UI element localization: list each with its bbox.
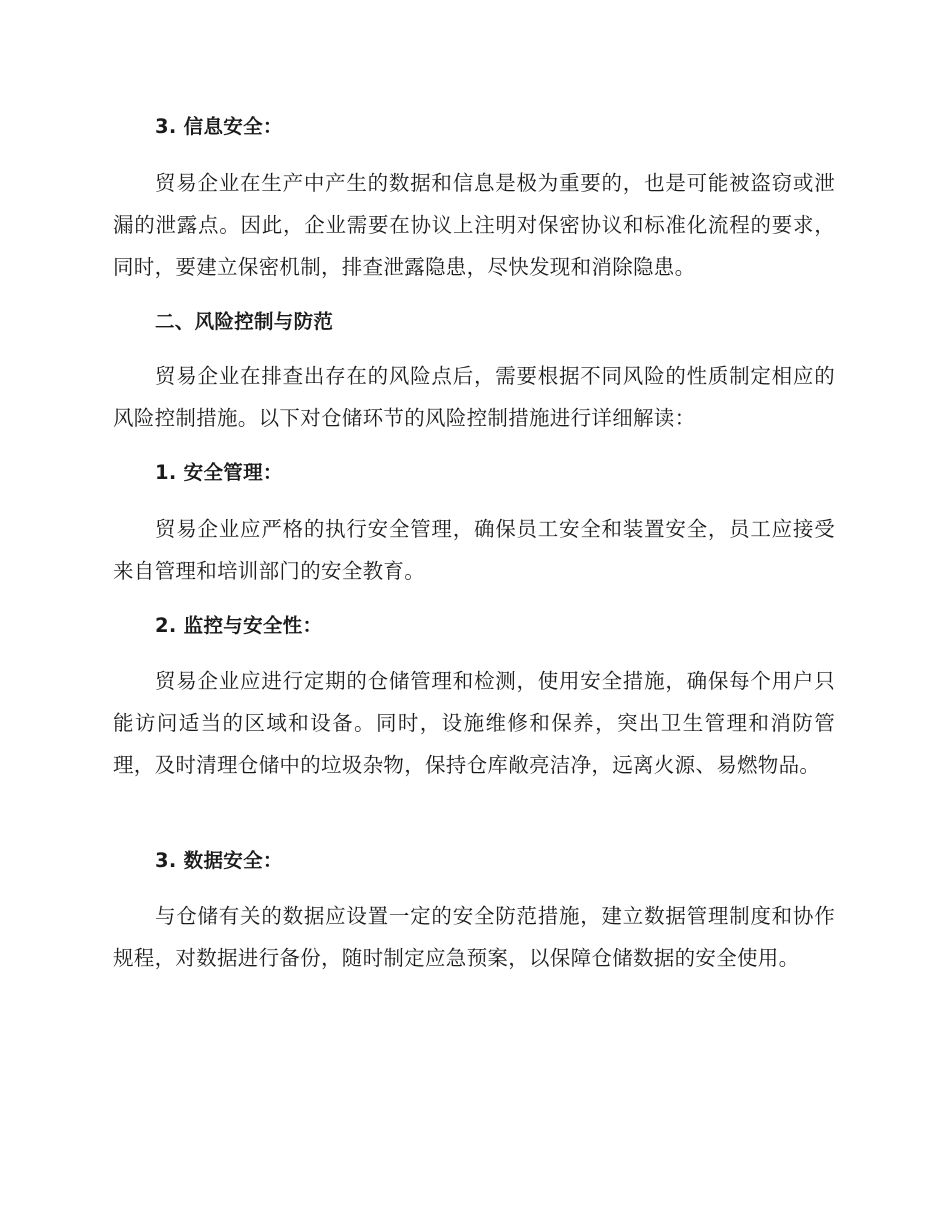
paragraph-monitoring: 贸易企业应进行定期的仓储管理和检测，使用安全措施，确保每个用户只能访问适当的区域和设备。同时，设施维修和保养，突出卫生管理和消防管理，及时清理仓储中的垃圾杂物，保持仓库敞亮洁净，远离火源、易燃物品。 <box>113 669 835 777</box>
paragraph-info-security: 贸易企业在生产中产生的数据和信息是极为重要的，也是可能被盗窃或泄漏的泄露点。因此，企业需要在协议上注明对保密协议和标准化流程的要求，同时，要建立保密机制，排查泄露隐患，尽快发现和消除隐患。 <box>113 171 835 279</box>
paragraph-risk-control-intro: 贸易企业在排查出存在的风险点后，需要根据不同风险的性质制定相应的风险控制措施。以下对仓储环节的风险控制措施进行详细解读： <box>113 364 835 430</box>
section-heading-safety-management: 1. 安全管理： <box>155 461 283 484</box>
section-heading-monitoring: 2. 监控与安全性： <box>155 614 323 637</box>
section-heading-info-security: 3. 信息安全： <box>155 115 283 138</box>
section-heading-data-security: 3. 数据安全： <box>155 849 283 872</box>
section-heading-risk-control: 二、风险控制与防范 <box>155 310 334 333</box>
paragraph-safety-management: 贸易企业应严格的执行安全管理，确保员工安全和装置安全，员工应接受来自管理和培训部门的安全教育。 <box>113 517 835 583</box>
paragraph-data-security: 与仓储有关的数据应设置一定的安全防范措施，建立数据管理制度和协作规程，对数据进行备份，随时制定应急预案，以保障仓储数据的安全使用。 <box>113 904 835 970</box>
